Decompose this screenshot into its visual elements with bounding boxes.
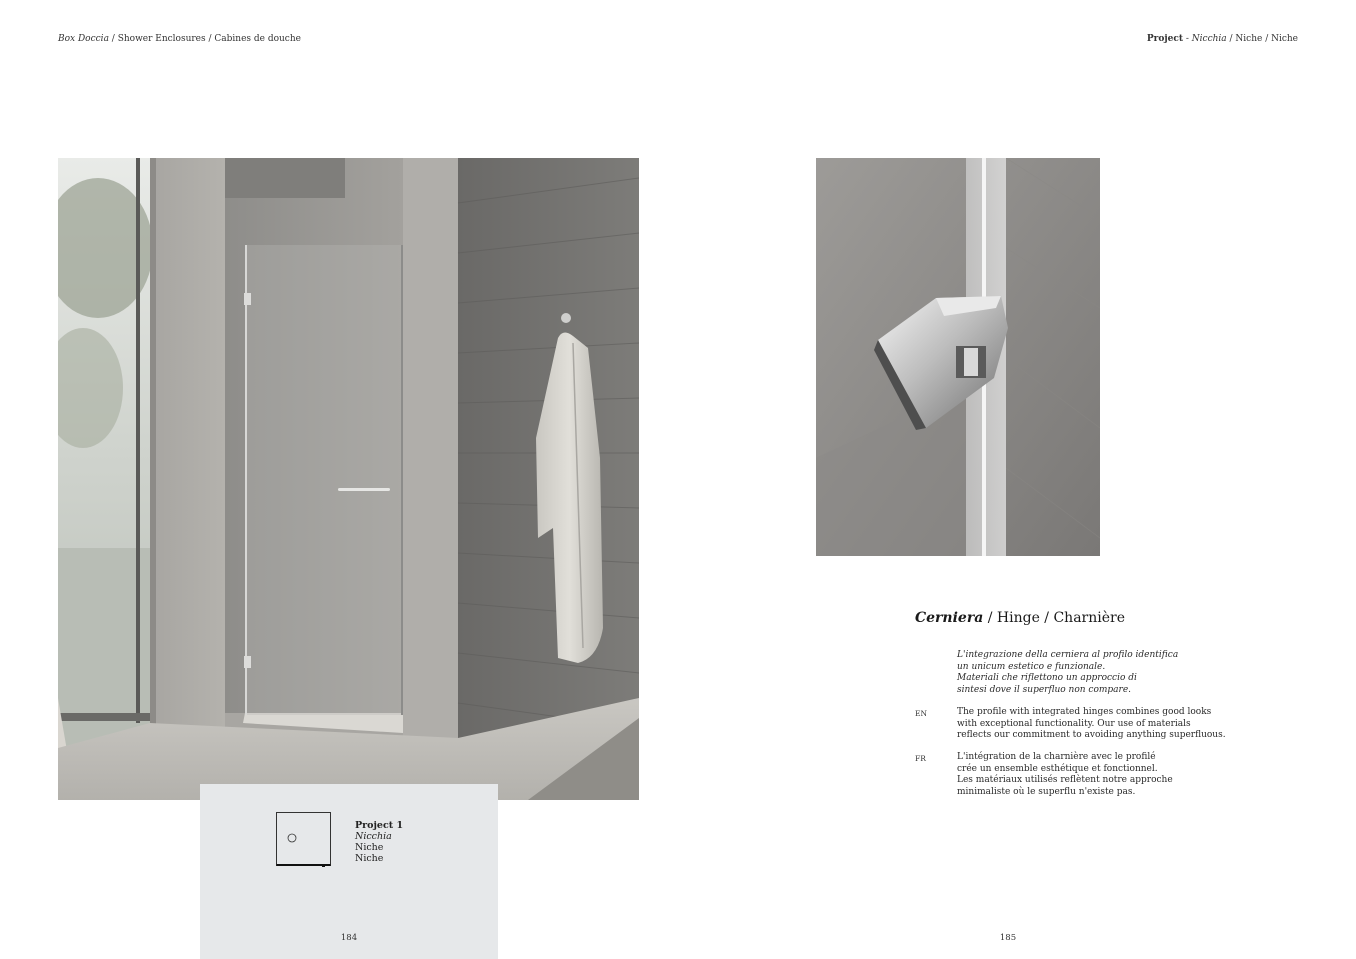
project-title: Project 1	[355, 820, 404, 831]
header-project-label: Project	[1146, 34, 1184, 44]
description-it-line: Materiali che riflettono un approccio di	[957, 673, 1137, 683]
description-en-line: with exceptional functionality. Our use of materials	[957, 718, 1191, 729]
hinge-detail-photo	[816, 158, 1100, 556]
running-header-left	[58, 34, 301, 44]
header-project-name-it: Nicchia	[1191, 34, 1227, 44]
running-header-right	[1147, 34, 1298, 44]
niche-plan-icon	[276, 812, 331, 867]
description-fr-line: Les matériaux utilisés reflètent notre approche	[957, 775, 1173, 785]
project-name-it: Nicchia	[355, 831, 392, 842]
description-fr	[957, 752, 1237, 798]
section-title-translations: / Hinge / Charnière	[983, 610, 1125, 626]
project-name-en: Niche	[355, 842, 384, 853]
lang-label-en: EN	[915, 709, 928, 718]
page-number-right: 185	[999, 933, 1017, 943]
project-name-fr: Niche	[355, 853, 384, 864]
lang-label-fr: FR	[915, 754, 926, 763]
section-title	[915, 610, 1125, 626]
description-it-line: sintesi dove il superfluo non compare.	[957, 684, 1132, 695]
header-category-it: Box Doccia	[58, 34, 109, 44]
description-en-line: The profile with integrated hinges combines good looks	[957, 707, 1212, 717]
shower-niche-photo	[58, 158, 639, 800]
description-fr-line: minimaliste où le superflu n'existe pas.	[957, 786, 1136, 797]
description-en-line: reflects our commitment to avoiding anything superfluous.	[957, 730, 1226, 740]
page-number-left: 184	[340, 933, 358, 943]
description-fr-line: crée un ensemble esthétique et fonctionnel.	[957, 763, 1158, 774]
header-separator: -	[1183, 34, 1192, 44]
description-fr-line: L'intégration de la charnière avec le profilé	[957, 752, 1156, 762]
description-en	[957, 707, 1237, 742]
description-it-line: un unicum estetico e funzionale.	[957, 661, 1106, 672]
description-it-line: L'integrazione della cerniera al profilo identifica	[957, 650, 1179, 660]
header-project-translations: / Niche / Niche	[1226, 34, 1298, 44]
project-info-card	[200, 784, 498, 959]
header-category-translations: / Shower Enclosures / Cabines de douche	[108, 34, 301, 44]
description-it	[957, 650, 1237, 696]
project-label-block	[355, 820, 403, 864]
section-title-it: Cerniera	[915, 610, 984, 626]
